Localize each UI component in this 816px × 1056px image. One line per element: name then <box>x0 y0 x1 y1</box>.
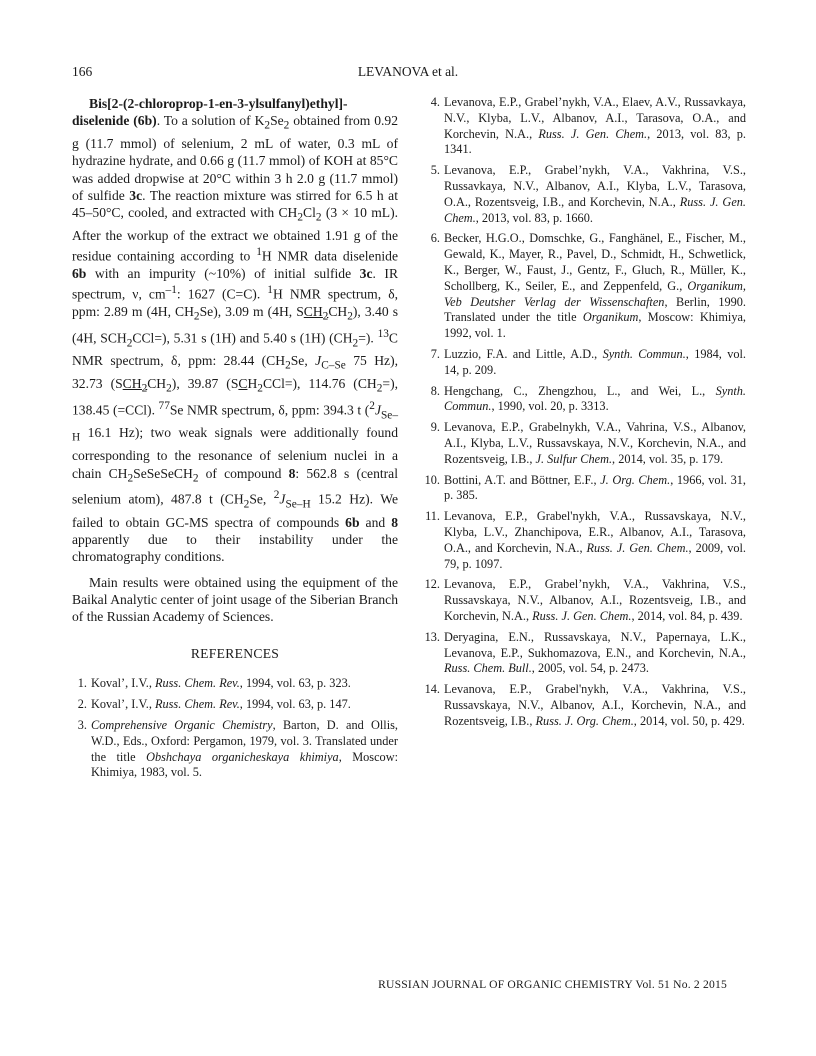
reference-item: 13. Deryagina, E.N., Russavskaya, N.V., Papernaya, L.K., Levanova, E.P., Sukhomazova, E.N., and Korchevin, N.A., Russ. Chem. Bull., 2005, vol. 54, p. 2473. <box>424 629 746 676</box>
left-column <box>72 95 398 786</box>
page-number: 166 <box>72 64 93 79</box>
experimental-paragraph: Bis[2-(2-chloroprop-1-en-3-ylsulfanyl)ethyl]-diselenide (6b). To a solution of $K_2Se_2$ obtained from 0.92 g (11.7 mmol) of selenium, 2 mL of water, 0.3 mL of hydrazine hydrate, and 0.66 g (11.7 mmol) of KOH at 85°C was added dropwise at 20°C within 3 h 2.0 g (11.7 mmol) of sulfide 3c. The reaction mixture was stirred for 6.5 h at 45–50°C, cooled, and extracted with $CH_2Cl_2$ (3 × 10 mL). After the workup of the extract we obtained 1.91 g of the residue containing according to $^1$H NMR data diselenide 6b with an impurity (~10%) of initial sulfide 3c. IR spectrum, ν, $cm^{-1}$: 1627 (C=C). $^1$H NMR spectrum, δ, ppm: 2.89 m (4H, $CH_2Se$), 3.09 m (4H, $SCH_2CH_2$), 3.40 s (4H, $SCH_2CCl=$), 5.31 s (1H) and 5.40 s (1H) $(CH_2=)$. $^{13}$C NMR spectrum, δ, ppm: 28.44 ($CH_2Se$, $J_{C-Se}$ 75 Hz), 32.73 $(SCH_2CH_2)$, 39.87 $(SCH_2CCl=)$, 114.76 $(CH_2=)$, 138.45 (=CCl). $^{77}$Se NMR spectrum, δ, ppm: 394.3 t ($^2J_{Se-H}$ 16.1 Hz); two weak signals were additionally found corresponding to the resonance of selenium nuclei in a chain $CH_2SeSeSeCH_2$ of compound 8: 562.8 s (central selenium atom), 487.8 t ($CH_2Se$, $^2J_{Se-H}$ 15.2 Hz). We failed to obtain GC-MS spectra of compounds 6b and 8 apparently due to their instability under the chromatography conditions. <box>72 96 399 565</box>
reference-item: 11. Levanova, E.P., Grabel'nykh, V.A., Russavskaya, N.V., Klyba, L.V., Zhanchipova, E.R., Albanov, A.I., Tarasova, O.A., and Korchevin, N.A., Russ. J. Gen. Chem., 2009, vol. 79, p. 1097. <box>425 509 746 571</box>
reference-item: 2. Koval’, I.V., Russ. Chem. Rev., 1994, vol. 63, p. 147. <box>77 697 351 712</box>
page-header <box>72 64 744 82</box>
running-head-authors: LEVANOVA et al. <box>357 64 459 79</box>
reference-item: 9. Levanova, E.P., Grabelnykh, V.A., Vahrina, V.S., Albanov, A.I., Klyba, L.V., Russavskaya, N.V., Korchevin, N.A., and Rozentsveig, I.B., J. Sulfur Chem., 2014, vol. 35, p. 179. <box>430 420 746 466</box>
reference-item: 12. Levanova, E.P., Grabel’nykh, V.A., Vakhrina, V.S., Russavskaya, N.V., Albanov, A.I., Rozentsveig, I.B., and Korchevin, N.A., Russ. J. Gen. Chem., 2014, vol. 84, p. 439. <box>424 577 746 623</box>
journal-footer: RUSSIAN JOURNAL OF ORGANIC CHEMISTRY Vol. 51 No. 2 2015 <box>378 978 727 991</box>
reference-item: 8. Hengchang, C., Zhengzhou, L., and Wei, L., Synth. Commun., 1990, vol. 20, p. 3313. <box>430 383 746 414</box>
reference-item: 7. Luzzio, F.A. and Little, A.D., Synth. Commun., 1984, vol. 14, p. 209. <box>430 346 746 377</box>
reference-item: 5. Levanova, E.P., Grabel’nykh, V.A., Vakhrina, V.S., Russavkaya, N.V., Albanov, A.I., Klyba, L.V., Tarasova, O.A., Rozentsveig, I.B., and Korchevin, N.A., Russ. J. Gen. Chem., 2013, vol. 83, p. 1660. <box>430 163 746 225</box>
right-column <box>424 95 746 734</box>
reference-item: 4. Levanova, E.P., Grabel’nykh, V.A., Elaev, A.V., Russavkaya, N.V., Klyba, L.V., Albanov, A.I., Tarasova, O.A., and Korchevin, N.A., Russ. J. Gen. Chem., 2013, vol. 83, p. 1341. <box>430 95 747 157</box>
reference-item: 3. Comprehensive Organic Chemistry, Barton, D. and Ollis, W.D., Eds., Oxford: Pergamon, 1979, vol. 3. Translated under the title Obshchaya organicheskaya khimiya, Moscow: Khimiya, 1983, vol. 5. <box>77 717 399 780</box>
acknowledgment: Main results were obtained using the equipment of the Baikal Analytic center of joint usage of the Siberian Branch of the Russian Academy of Sciences. <box>72 574 398 624</box>
references-heading: REFERENCES <box>190 646 280 662</box>
reference-item: 6. Becker, H.G.O., Domschke, G., Fanghänel, E., Fischer, M., Gewald, K., Mayer, R., Pavel, D., Schmidt, H., Schwetlick, K., Berger, W., Faust, J., Gentz, F., Gluch, R., Müller, K., Schollberg, K., Seiler, E., and Zeppenfeld, G., Organikum, Veb Deutsher Verlag der Wissenschaften, Berlin, 1990. Translated under the title Organikum, Moscow: Khimiya, 1992, vol. 1. <box>430 231 746 341</box>
reference-item: 14. Levanova, E.P., Grabel'nykh, V.A., Vakhrina, V.S., Russavskaya, N.V., Albanov, A.I., Korchevin, N.A., and Rozentsveig, I.B., Russ. J. Org. Chem., 2014, vol. 50, p. 429. <box>424 682 746 728</box>
reference-item: 10. Bottini, A.T. and Böttner, E.F., J. Org. Chem., 1966, vol. 31, p. 385. <box>424 472 746 503</box>
reference-item: 1. Koval’, I.V., Russ. Chem. Rev., 1994, vol. 63, p. 323. <box>77 676 351 691</box>
